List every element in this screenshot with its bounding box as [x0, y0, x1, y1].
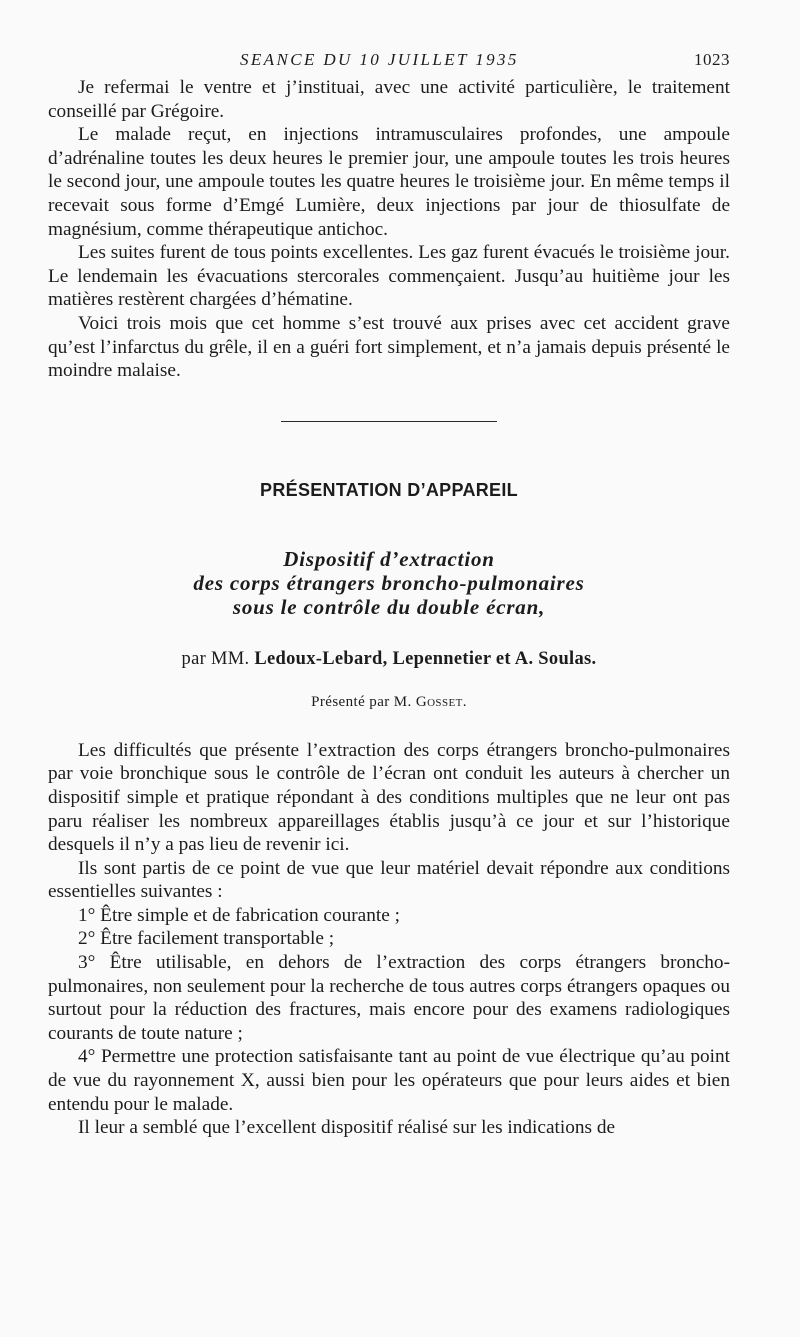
paragraph: Voici trois mois que cet homme s’est trouvé aux prises avec cet accident grave qu’est l’infarctus du grêle, il en a guéri fort simplement, et n’a jamais depuis présenté le moindre malaise.	[48, 312, 730, 382]
paragraph: Le malade reçut, en injections intramusculaires profondes, une ampoule d’adrénaline toutes les deux heures le premier jour, une ampoule toutes les trois heures le second jour, une ampoule toutes les quatre heures le troisième jour. En même temps il recevait sous forme d’Emgé Lumière, deux injections par jour de thiosulfate de magnésium, comme thérapeutique antichoc.	[48, 124, 730, 240]
running-header	[48, 50, 730, 76]
author-names: Ledoux-Lebard, Lepennetier et A. Soulas.	[254, 648, 597, 669]
article-body	[48, 739, 730, 1140]
byline-prefix: par MM.	[181, 648, 250, 669]
presenter-name: Gosset.	[415, 693, 467, 710]
byline	[48, 649, 730, 670]
previous-article-continuation	[48, 76, 730, 383]
section-heading: PRÉSENTATION D’APPAREIL	[260, 479, 518, 500]
running-title: SEANCE DU 10 JUILLET 1935	[240, 50, 519, 69]
presented-by	[48, 694, 730, 711]
article-title	[48, 547, 730, 619]
page-number: 1023	[694, 50, 730, 69]
article-title-line: Dispositif d’extraction	[283, 546, 495, 571]
paragraph: Les suites furent de tous points excellentes. Les gaz furent évacués le troisième jour. Le lendemain les évacuations stercorales commençaient. Jusqu’au huitième jour les matières restèrent chargées d’hématine.	[48, 242, 730, 311]
list-item: 4° Permettre une protection satisfaisante tant au point de vue électrique qu’au point de vue du rayonnement X, aussi bien pour les opérateurs que pour leurs aides et bien entendu pour le malade.	[48, 1046, 730, 1115]
list-item: 1° Être simple et de fabrication courante ;	[78, 904, 400, 926]
presenter-prefix: Présenté par M.	[311, 693, 412, 710]
list-item: 3° Être utilisable, en dehors de l’extraction des corps étrangers broncho-pulmonaires, non seulement pour la recherche de tous autres corps étrangers opaques ou surtout pour la réduction des fractures, mais encore pour des examens radiologiques courants de toute nature ;	[48, 952, 730, 1044]
paragraph: Ils sont partis de ce point de vue que leur matériel devait répondre aux conditions essentielles suivantes :	[48, 857, 730, 903]
paragraph: Je refermai le ventre et j’instituai, avec une activité particulière, le traitement conseillé par Grégoire.	[48, 77, 730, 122]
section-divider	[281, 421, 497, 422]
paragraph: Les difficultés que présente l’extraction des corps étrangers broncho-pulmonaires par voie bronchique sous le contrôle de l’écran ont conduit les auteurs à chercher un dispositif simple et pratique répondant à des conditions multiples que ne leur ont pas paru réaliser les nombreux appareillages établis jusqu’à ce jour et sur l’historique desquels il n’y a pas lieu de revenir ici.	[48, 739, 730, 856]
paragraph: Il leur a semblé que l’excellent dispositif réalisé sur les indications de	[78, 1117, 616, 1139]
list-item: 2° Être facilement transportable ;	[78, 928, 335, 950]
article-title-line: sous le contrôle du double écran,	[232, 594, 546, 619]
document-page	[48, 50, 730, 1140]
article-title-line: des corps étrangers broncho-pulmonaires	[193, 570, 585, 595]
